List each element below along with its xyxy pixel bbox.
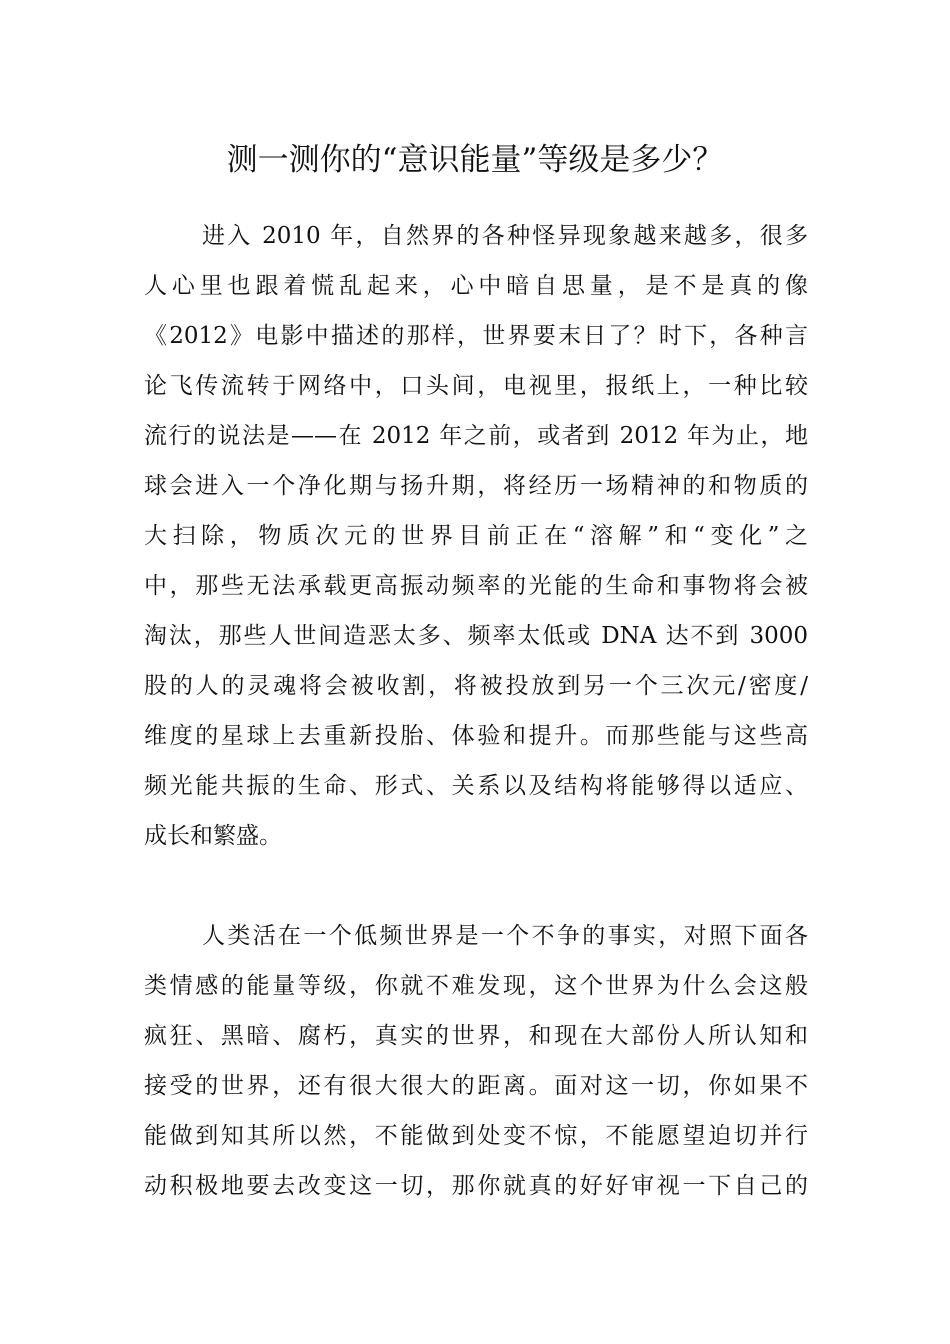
paragraph-1-line: 《2012》电影中描述的那样，世界要末日了？时下，各种言 <box>144 323 808 349</box>
paragraph-1-line: 维度的星球上去重新投胎、体验和提升。而那些能与这些高 <box>144 723 808 749</box>
paragraph-1-line: 成长和繁盛。 <box>144 823 282 849</box>
paragraph-2-line: 疯狂、黑暗、腐朽，真实的世界，和现在大部份人所认知和 <box>144 1023 808 1049</box>
paragraph-1-line: 球会进入一个净化期与扬升期，将经历一场精神的和物质的 <box>144 473 808 499</box>
paragraph-1-line: 论飞传流转于网络中，口头间，电视里，报纸上，一种比较 <box>144 373 808 399</box>
paragraph-2-line: 接受的世界，还有很大很大的距离。面对这一切，你如果不 <box>144 1073 808 1099</box>
paragraph-2-line: 类情感的能量等级，你就不难发现，这个世界为什么会这般 <box>144 973 808 999</box>
paragraph-1-line: 流行的说法是——在 2012 年之前，或者到 2012 年为止，地 <box>144 423 808 449</box>
document-title: 测一测你的“意识能量”等级是多少？ <box>226 142 724 178</box>
paragraph-1-line: 进入 2010 年，自然界的各种怪异现象越来越多，很多 <box>202 223 808 249</box>
paragraph-1-line: 淘汰，那些人世间造恶太多、频率太低或 DNA 达不到 3000 <box>144 623 808 649</box>
paragraph-2-line: 能做到知其所以然，不能做到处变不惊，不能愿望迫切并行 <box>144 1123 808 1149</box>
paragraph-1-line: 人心里也跟着慌乱起来，心中暗自思量，是不是真的像 <box>144 273 808 299</box>
paragraph-1-line: 股的人的灵魂将会被收割，将被投放到另一个三次元/密度/ <box>144 673 808 699</box>
paragraph-1-line: 中，那些无法承载更高振动频率的光能的生命和事物将会被 <box>144 573 808 599</box>
paragraph-1-line: 频光能共振的生命、形式、关系以及结构将能够得以适应、 <box>144 773 808 799</box>
paragraph-2-line: 动积极地要去改变这一切，那你就真的好好审视一下自己的 <box>144 1173 808 1199</box>
paragraph-2-line: 人类活在一个低频世界是一个不争的事实，对照下面各 <box>202 923 808 949</box>
paragraph-1-line: 大扫除，物质次元的世界目前正在“溶解”和“变化”之 <box>144 523 808 549</box>
